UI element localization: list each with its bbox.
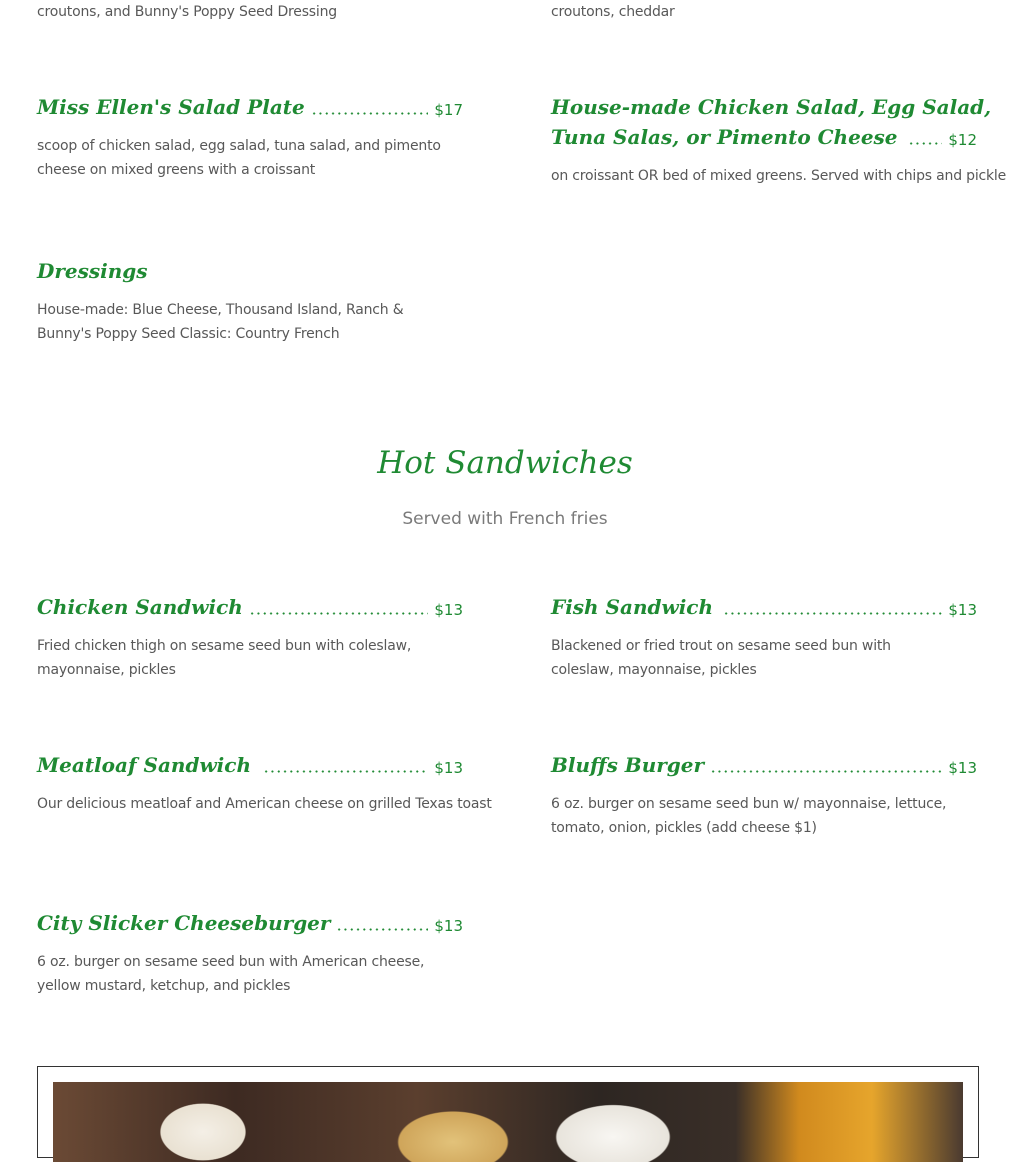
item-description: croutons, cheddar	[551, 4, 675, 20]
dotted-leader	[723, 605, 942, 615]
menu-item-description: 6 oz. burger on sesame seed bun with American cheese, yellow mustard, ketchup, and pickles	[37, 954, 425, 994]
dotted-leader	[263, 763, 428, 773]
menu-item-price: $13	[434, 759, 463, 777]
menu-item-header	[551, 122, 977, 152]
menu-item-description: scoop of chicken salad, egg salad, tuna salad, and pimento cheese on mixed greens with a croissant	[37, 138, 441, 178]
menu-item-header	[37, 908, 463, 938]
dotted-leader	[908, 135, 943, 145]
dotted-leader	[311, 105, 429, 115]
menu-item-price: $13	[434, 601, 463, 619]
menu-item-description: Fried chicken thigh on sesame seed bun with coleslaw, mayonnaise, pickles	[37, 638, 412, 678]
menu-item-description: Our delicious meatloaf and American cheese on grilled Texas toast	[37, 796, 492, 812]
menu-item-name: Fish Sandwich	[551, 595, 714, 619]
menu-item-header	[37, 750, 463, 780]
menu-item-price: $12	[948, 131, 977, 149]
menu-item-price: $17	[434, 101, 463, 119]
menu-item-header	[37, 592, 463, 622]
item-description: croutons, and Bunny's Poppy Seed Dressing	[37, 4, 337, 20]
menu-item-header	[551, 750, 977, 780]
menu-item-header	[551, 592, 977, 622]
menu-item-name: Dressings	[37, 259, 148, 283]
menu-item-description: Blackened or fried trout on sesame seed bun with coleslaw, mayonnaise, pickles	[551, 638, 891, 678]
menu-item-name: Meatloaf Sandwich	[37, 753, 251, 777]
section-title: Hot Sandwiches	[377, 445, 633, 481]
menu-item-name: City Slicker Cheeseburger	[37, 911, 331, 935]
menu-item-description: House-made: Blue Cheese, Thousand Island, Ranch & Bunny's Poppy Seed Classic: Country French	[37, 302, 404, 342]
menu-item-description: on croissant OR bed of mixed greens. Served with chips and pickle	[551, 168, 1007, 184]
menu-item-price: $13	[434, 917, 463, 935]
menu-item-name: House-made Chicken Salad, Egg Salad,	[551, 95, 992, 119]
menu-item-name: Miss Ellen's Salad Plate	[37, 95, 305, 119]
food-photo	[53, 1082, 963, 1162]
menu-item-name-line2: Tuna Salas, or Pimento Cheese	[551, 125, 898, 149]
menu-item-header	[37, 92, 463, 122]
section-subtitle: Served with French fries	[402, 509, 608, 529]
dotted-leader	[249, 605, 429, 615]
menu-item-price: $13	[948, 759, 977, 777]
menu-item-name: Bluffs Burger	[551, 753, 705, 777]
menu-item-price: $13	[948, 601, 977, 619]
food-photo-frame	[37, 1066, 979, 1158]
menu-item-description: 6 oz. burger on sesame seed bun w/ mayonnaise, lettuce, tomato, onion, pickles (add cheese $1)	[551, 796, 947, 836]
dotted-leader	[336, 921, 428, 931]
dotted-leader	[710, 763, 942, 773]
menu-item-name: Chicken Sandwich	[37, 595, 243, 619]
